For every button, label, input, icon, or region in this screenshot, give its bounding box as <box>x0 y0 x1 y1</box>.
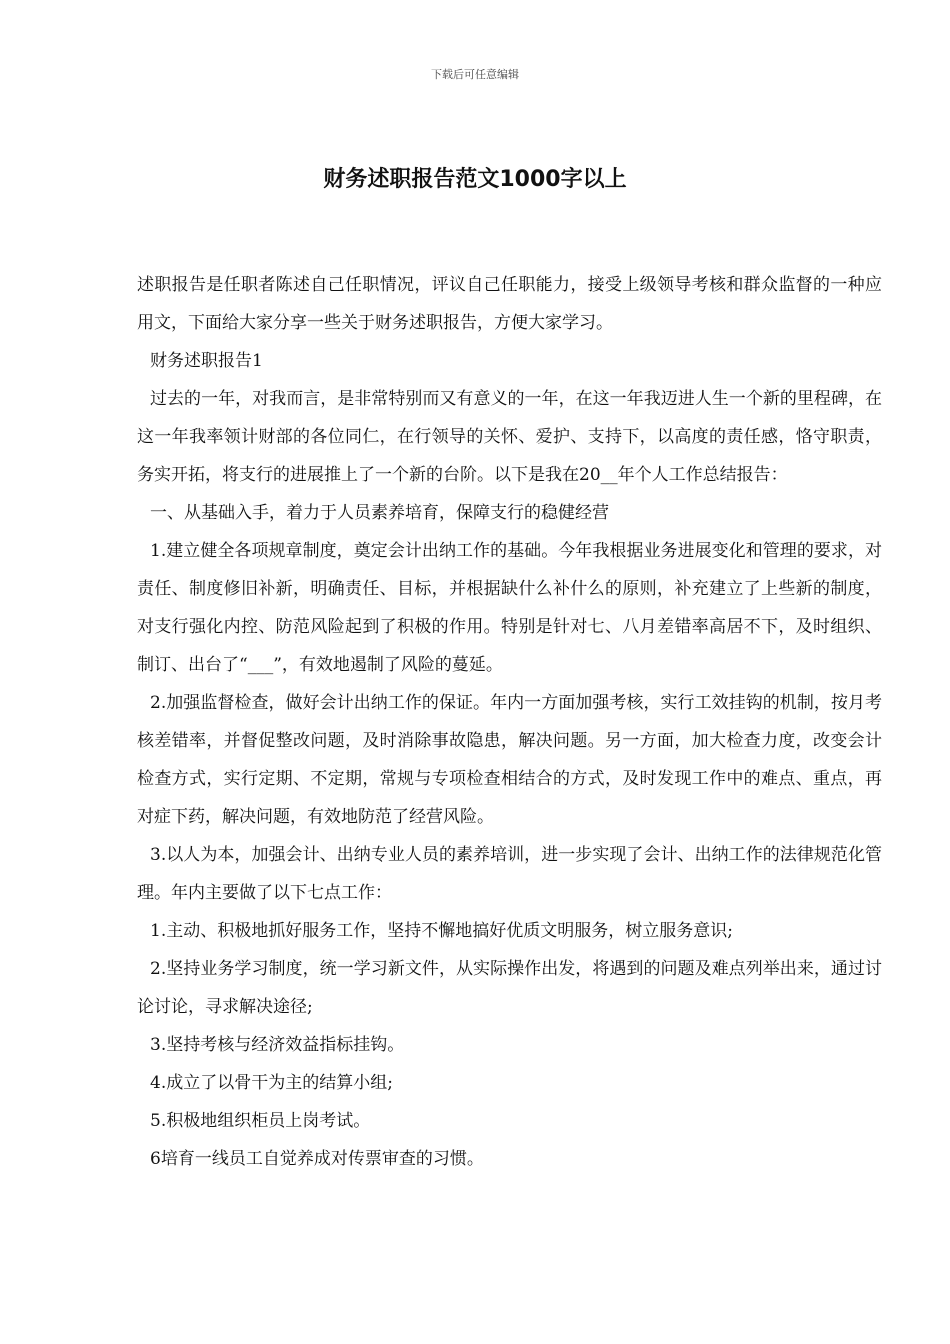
list-item: 3.坚持考核与经济效益指标挂钩。 <box>150 1035 405 1055</box>
list-item: 2.坚持业务学习制度，统一学习新文件，从实际操作出发，将遇到的问题及难点列举出来，通过讨论讨论，寻求解决途径; <box>137 959 882 1017</box>
list-item: 5.积极地组织柜员上岗考试。 <box>150 1111 371 1131</box>
paragraph-subheading: 一、从基础入手，着力于人员素养培育，保障支行的稳健经营 <box>150 503 609 523</box>
paragraph: 2.加强监督检查，做好会计出纳工作的保证。年内一方面加强考核，实行工效挂钩的机制，按月考核差错率，并督促整改问题，及时消除事故隐患，解决问题。另一方面，加大检查力度，改变会计检查方式，实行定期、不定期，常规与专项检查相结合的方式，及时发现工作中的难点、重点，再对症下药，解决问题，有效地防范了经营风险。 <box>137 693 882 827</box>
list-item: 1.主动、积极地抓好服务工作，坚持不懈地搞好优质文明服务，树立服务意识; <box>150 921 733 941</box>
paragraph-intro: 述职报告是任职者陈述自己任职情况，评议自己任职能力，接受上级领导考核和群众监督的一种应用文，下面给大家分享一些关于财务述职报告，方便大家学习。 <box>137 275 882 333</box>
paragraph: 1.建立健全各项规章制度，奠定会计出纳工作的基础。今年我根据业务进展变化和管理的要求，对责任、制度修旧补新，明确责任、目标，并根据缺什么补什么的原则，补充建立了上些新的制度，对支行强化内控、防范风险起到了积极的作用。特别是针对七、八月差错率高居不下，及时组织、制订、出台了“___”，有效地遏制了风险的蔓延。 <box>137 541 882 675</box>
list-item: 4.成立了以骨干为主的结算小组; <box>150 1073 393 1093</box>
document-body <box>137 266 882 1178</box>
header-note: 下载后可任意编辑 <box>431 68 519 81</box>
document-title: 财务述职报告范文1000字以上 <box>323 167 627 192</box>
paragraph: 3.以人为本，加强会计、出纳专业人员的素养培训，进一步实现了会计、出纳工作的法律规范化管理。年内主要做了以下七点工作： <box>137 845 882 903</box>
paragraph-section-heading: 财务述职报告1 <box>150 351 263 371</box>
list-item: 6培育一线员工自觉养成对传票审查的习惯。 <box>150 1149 484 1169</box>
paragraph: 过去的一年，对我而言，是非常特别而又有意义的一年，在这一年我迈进人生一个新的里程碑，在这一年我率领计财部的各位同仁，在行领导的关怀、爱护、支持下，以高度的责任感，恪守职责，务实开拓，将支行的进展推上了一个新的台阶。以下是我在20__年个人工作总结报告： <box>137 389 882 485</box>
